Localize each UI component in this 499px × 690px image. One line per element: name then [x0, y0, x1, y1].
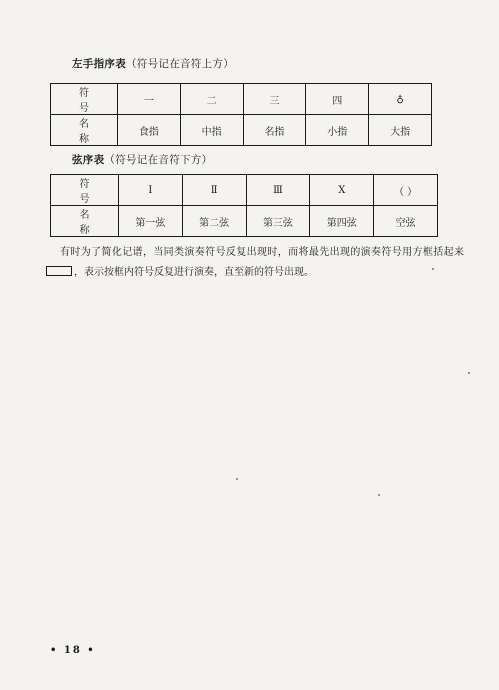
- table-cell: 四: [306, 84, 369, 115]
- table-cell: 大指: [369, 115, 432, 146]
- table-cell: 名指: [243, 115, 306, 146]
- table-cell: Ⅲ: [246, 175, 310, 206]
- name-row-label: 名称: [51, 206, 119, 237]
- left-hand-table-heading: [72, 56, 234, 71]
- table-row: [51, 175, 438, 206]
- table-cell: 二: [180, 84, 243, 115]
- scan-speck: [378, 494, 380, 496]
- left-hand-table-subtitle: （符号记在音符上方）: [126, 58, 234, 70]
- symbol-row-label: 符号: [51, 175, 119, 206]
- table-cell: Ⅱ: [182, 175, 246, 206]
- table-cell: 第三弦: [246, 206, 310, 237]
- square-bracket-icon: [46, 266, 72, 276]
- table-cell: 第四弦: [310, 206, 374, 237]
- paragraph-text-1: 有时为了简化记谱，当同类演奏符号反复出现时，而将最先出现的演奏符号用方框括起来: [60, 247, 464, 258]
- table-cell: 食指: [117, 115, 180, 146]
- string-table-title: 弦序表: [72, 154, 105, 166]
- symbol-row-label: 符号: [51, 84, 118, 115]
- table-cell: （ ）: [374, 175, 438, 206]
- table-cell: 中指: [180, 115, 243, 146]
- table-row: [51, 206, 438, 237]
- table-cell: Ⅰ: [118, 175, 182, 206]
- body-paragraph: [44, 243, 464, 283]
- scan-speck: [432, 268, 434, 270]
- table-cell: 三: [243, 84, 306, 115]
- table-cell: ♁: [369, 84, 432, 115]
- string-order-table: [50, 174, 438, 237]
- scan-speck: [236, 478, 238, 480]
- paragraph-text-2: ，表示按框内符号反复进行演奏，直至新的符号出现。: [74, 267, 314, 278]
- left-hand-fingering-table: [50, 83, 432, 146]
- table-cell: 空弦: [374, 206, 438, 237]
- scan-speck: [468, 372, 470, 374]
- table-cell: 第二弦: [182, 206, 246, 237]
- name-row-label: 名称: [51, 115, 118, 146]
- left-hand-table-title: 左手指序表: [72, 58, 126, 70]
- string-table-subtitle: （符号记在音符下方）: [104, 154, 213, 166]
- table-cell: 第一弦: [118, 206, 182, 237]
- page-number: • 18 •: [50, 645, 96, 656]
- table-row: [51, 84, 432, 115]
- table-cell: 小指: [306, 115, 369, 146]
- table-cell: 一: [117, 84, 180, 115]
- table-row: [51, 115, 432, 146]
- table-cell: Ⅹ: [310, 175, 374, 206]
- string-table-heading: [72, 152, 212, 167]
